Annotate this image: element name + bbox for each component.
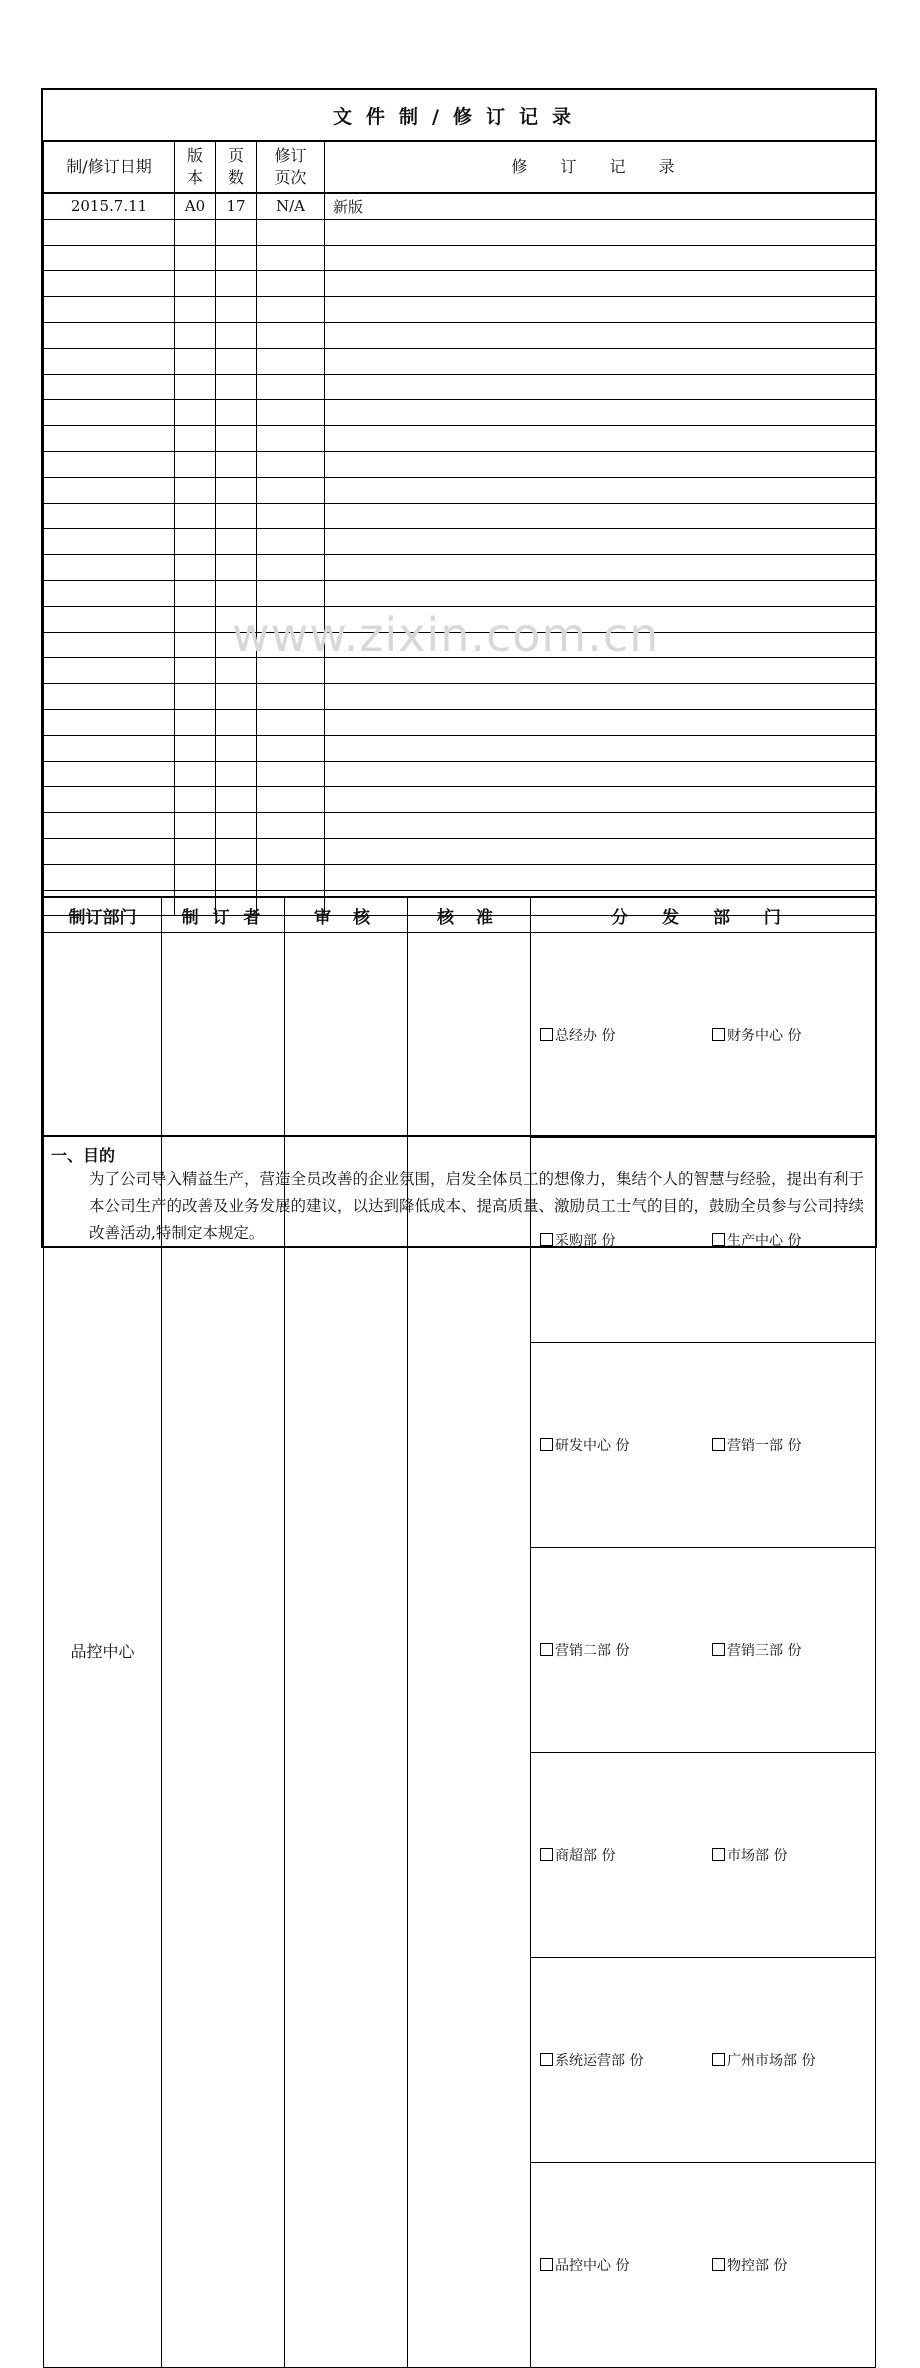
distribution-list-row [531,1958,875,2163]
revision-header-row [44,141,876,194]
revision-cell-note [325,529,876,555]
revision-cell-date [44,580,175,606]
revision-cell-note [325,297,876,323]
distribution-list-row [531,2163,875,2368]
revision-row [44,451,876,477]
revision-cell-note [325,761,876,787]
revision-cell-rev-pages: N/A [257,193,325,219]
revision-cell-rev-pages [257,219,325,245]
purpose-heading: 一、目的 [51,1146,116,1165]
revision-cell-note [325,864,876,890]
revision-cell-version [175,658,216,684]
revision-cell-rev-pages [257,245,325,271]
distribution-item[interactable] [703,1343,875,1548]
revision-cell-version [175,787,216,813]
distribution-item-label: 营销二部 份 [555,1643,630,1659]
revision-row [44,838,876,864]
revision-cell-version [175,555,216,581]
distribution-item[interactable] [531,1548,703,1753]
revision-cell-date [44,400,175,426]
revision-cell-date [44,813,175,839]
revision-row [44,709,876,735]
revision-cell-note [325,735,876,761]
revision-cell-version [175,709,216,735]
revision-cell-rev-pages [257,477,325,503]
checkbox-icon[interactable] [540,2053,553,2066]
revision-cell-note [325,503,876,529]
revision-cell-date [44,761,175,787]
revision-cell-rev-pages [257,555,325,581]
distribution-item-label: 物控部 份 [727,2258,788,2274]
revision-cell-pages [216,864,257,890]
revision-cell-pages [216,322,257,348]
checkbox-icon[interactable] [540,1438,553,1451]
revision-cell-rev-pages [257,684,325,710]
revision-cell-pages [216,348,257,374]
revision-cell-note [325,477,876,503]
revision-cell-note [325,374,876,400]
revision-row [44,735,876,761]
distribution-item-label: 生产中心 份 [727,1233,802,1249]
revision-cell-pages [216,451,257,477]
distribution-item-label: 财务中心 份 [727,1028,802,1044]
revision-cell-rev-pages [257,709,325,735]
document-title: 文件制/修订记录 [43,90,875,142]
distribution-item-label: 研发中心 份 [555,1438,630,1454]
revision-cell-rev-pages [257,813,325,839]
revision-cell-version [175,580,216,606]
revision-cell-pages [216,735,257,761]
checkbox-icon[interactable] [540,1848,553,1861]
revision-cell-note [325,838,876,864]
distribution-item-label: 采购部 份 [555,1233,616,1249]
revision-cell-pages [216,503,257,529]
revision-cell-date [44,322,175,348]
distribution-item-label: 市场部 份 [727,1848,788,1864]
revision-cell-rev-pages [257,503,325,529]
revision-cell-version [175,322,216,348]
revision-cell-date [44,864,175,890]
distribution-header-row [44,897,876,933]
revision-cell-rev-pages [257,864,325,890]
revision-cell-pages [216,529,257,555]
revision-cell-date [44,787,175,813]
revision-cell-rev-pages [257,761,325,787]
distribution-item[interactable] [703,2163,875,2368]
revision-cell-pages [216,709,257,735]
distribution-item[interactable] [531,1958,703,2163]
revision-cell-note [325,684,876,710]
revision-cell-pages [216,555,257,581]
distribution-table [43,896,876,2368]
distribution-item[interactable] [531,2163,703,2368]
header-revised-pages: 修订页次 [257,141,325,194]
revision-cell-pages [216,245,257,271]
revision-cell-date [44,271,175,297]
checkbox-icon[interactable] [540,2258,553,2271]
document-frame [41,88,877,2274]
revision-cell-rev-pages [257,838,325,864]
checkbox-icon[interactable] [712,2258,725,2271]
revision-cell-version [175,477,216,503]
revision-row [44,813,876,839]
revision-cell-rev-pages [257,451,325,477]
revision-cell-note [325,245,876,271]
revision-cell-date [44,606,175,632]
revision-cell-version [175,761,216,787]
revision-row [44,787,876,813]
revision-cell-note [325,219,876,245]
revision-cell-date [44,297,175,323]
revision-cell-date [44,477,175,503]
revision-cell-pages [216,838,257,864]
revision-cell-rev-pages [257,529,325,555]
revision-cell-note [325,426,876,452]
revision-cell-date [44,219,175,245]
revision-cell-pages: 17 [216,193,257,219]
revision-row [44,193,876,219]
revision-cell-note [325,271,876,297]
revision-cell-date [44,735,175,761]
revision-cell-note [325,451,876,477]
revision-cell-version [175,684,216,710]
revision-cell-note [325,709,876,735]
header-dept: 制订部门 [44,897,162,933]
revision-row [44,555,876,581]
revision-row [44,374,876,400]
revision-row [44,297,876,323]
revision-row [44,503,876,529]
distribution-item[interactable] [531,1753,703,1958]
revision-row [44,477,876,503]
distribution-item-label: 系统运营部 份 [555,2053,644,2069]
distribution-item-label: 营销一部 份 [727,1438,802,1454]
revision-cell-note [325,580,876,606]
revision-cell-date [44,555,175,581]
revision-cell-rev-pages [257,322,325,348]
checkbox-icon[interactable] [712,1028,725,1041]
distribution-item[interactable] [531,1343,703,1548]
revision-cell-date [44,632,175,658]
revision-row [44,684,876,710]
revision-cell-version [175,400,216,426]
revision-cell-date [44,245,175,271]
distribution-item-label: 总经办 份 [555,1028,616,1044]
watermark: www.zixin.com.cn [232,608,660,662]
revision-cell-date: 2015.7.11 [44,193,175,219]
revision-cell-version [175,838,216,864]
revision-cell-version [175,813,216,839]
revision-cell-version [175,503,216,529]
distribution-list-row [531,1343,875,1548]
revision-cell-date [44,426,175,452]
revision-cell-rev-pages [257,271,325,297]
distribution-item-label: 品控中心 份 [555,2258,630,2274]
distribution-list-row [531,1753,875,1958]
purpose-section [43,1135,875,1246]
distribution-item[interactable] [703,933,875,1138]
dept-value: 品控中心 [44,933,162,2368]
revision-cell-version [175,297,216,323]
checkbox-icon[interactable] [712,1438,725,1451]
header-version: 版本 [175,141,216,194]
revision-cell-note [325,813,876,839]
revision-cell-pages [216,761,257,787]
revision-cell-date [44,503,175,529]
revision-cell-note: 新版 [325,193,876,219]
revision-cell-version [175,348,216,374]
revision-cell-version [175,529,216,555]
distribution-item[interactable] [703,1958,875,2163]
revision-row [44,245,876,271]
revision-cell-note [325,322,876,348]
revision-cell-rev-pages [257,400,325,426]
checkbox-icon[interactable] [540,1028,553,1041]
revision-cell-date [44,684,175,710]
revision-cell-rev-pages [257,348,325,374]
revision-cell-pages [216,426,257,452]
revision-cell-date [44,658,175,684]
purpose-text: 为了公司导入精益生产，营造全员改善的企业氛围，启发全体员工的想像力，集结个人的智慧与经验，提出有利于本公司生产的改善及业务发展的建议，以达到降低成本、提高质量、激励员工士气的目的，鼓励全员参与公司持续改善活动,特制定本规定。 [89,1170,865,1242]
header-date: 制/修订日期 [44,141,175,194]
revision-cell-pages [216,684,257,710]
revision-cell-pages [216,374,257,400]
revision-row [44,322,876,348]
revision-row [44,761,876,787]
checkbox-icon[interactable] [712,1643,725,1656]
distribution-item-label: 广州市场部 份 [727,2053,816,2069]
revision-cell-version [175,245,216,271]
revision-cell-rev-pages [257,297,325,323]
revision-row [44,864,876,890]
revision-cell-version: A0 [175,193,216,219]
revision-cell-version [175,219,216,245]
revision-cell-date [44,838,175,864]
checkbox-icon[interactable] [540,1643,553,1656]
revision-cell-pages [216,219,257,245]
revision-cell-date [44,529,175,555]
revision-cell-version [175,606,216,632]
distribution-item[interactable] [703,1753,875,1958]
distribution-item[interactable] [703,1548,875,1753]
distribution-item[interactable] [531,933,703,1138]
revision-cell-note [325,787,876,813]
revision-cell-note [325,400,876,426]
revision-cell-rev-pages [257,735,325,761]
distribution-item-label: 营销三部 份 [727,1643,802,1659]
revision-table [43,140,876,916]
revision-row [44,426,876,452]
revision-cell-rev-pages [257,426,325,452]
distribution-list-row [531,933,875,1138]
revision-cell-date [44,709,175,735]
revision-cell-date [44,374,175,400]
revision-cell-pages [216,297,257,323]
header-pages: 页数 [216,141,257,194]
revision-cell-version [175,735,216,761]
revision-cell-note [325,348,876,374]
revision-cell-date [44,451,175,477]
header-review: 审 核 [285,897,408,933]
revision-row [44,580,876,606]
revision-row [44,348,876,374]
revision-cell-version [175,864,216,890]
checkbox-icon[interactable] [712,1848,725,1861]
revision-cell-pages [216,813,257,839]
revision-cell-rev-pages [257,374,325,400]
revision-cell-pages [216,580,257,606]
revision-cell-version [175,271,216,297]
revision-cell-pages [216,271,257,297]
header-approve: 核 准 [408,897,531,933]
revision-row [44,271,876,297]
revision-cell-version [175,632,216,658]
revision-cell-rev-pages [257,787,325,813]
distribution-list-row [531,1548,875,1753]
revision-row [44,219,876,245]
revision-cell-pages [216,477,257,503]
revision-cell-version [175,374,216,400]
revision-cell-date [44,348,175,374]
revision-cell-note [325,555,876,581]
revision-cell-pages [216,787,257,813]
distribution-item-label: 商超部 份 [555,1848,616,1864]
revision-row [44,529,876,555]
header-distribute: 分 发 部 门 [531,897,876,933]
revision-cell-pages [216,400,257,426]
revision-cell-rev-pages [257,580,325,606]
revision-cell-version [175,426,216,452]
checkbox-icon[interactable] [712,2053,725,2066]
revision-row [44,400,876,426]
header-author: 制 订 者 [162,897,285,933]
header-record: 修 订 记 录 [325,141,876,194]
revision-cell-version [175,451,216,477]
